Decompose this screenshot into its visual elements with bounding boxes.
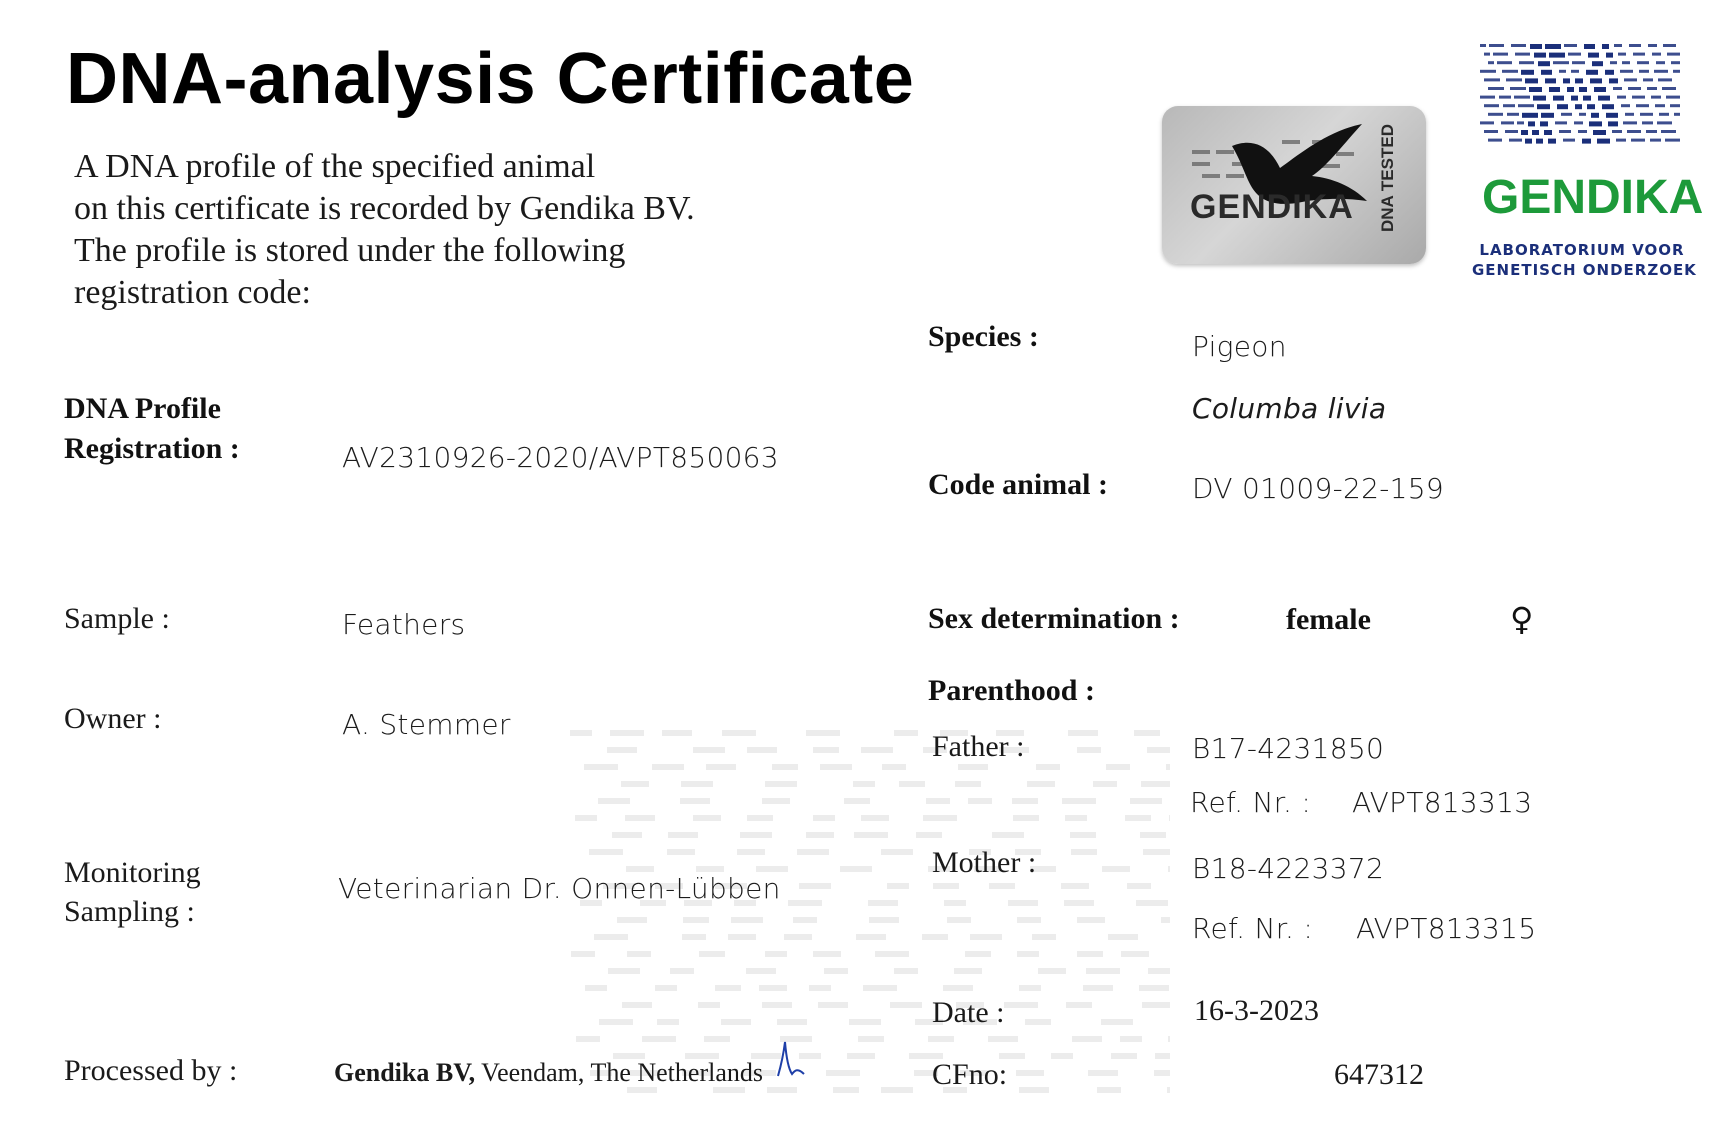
sample-label: Sample : xyxy=(64,602,170,635)
female-symbol-icon: ♀ xyxy=(1510,600,1534,638)
code-animal-label: Code animal : xyxy=(928,468,1108,501)
cfno-value: 647312 xyxy=(1334,1058,1424,1091)
cfno-label: CFno: xyxy=(932,1058,1008,1091)
date-value: 16-3-2023 xyxy=(1194,994,1319,1027)
mother-value: B18-4223372 xyxy=(1192,852,1385,885)
father-label: Father : xyxy=(932,730,1025,763)
intro-paragraph xyxy=(74,146,695,314)
mother-ref-label: Ref. Nr. : xyxy=(1192,912,1314,945)
species-common: Pigeon xyxy=(1192,330,1287,363)
parenthood-label: Parenthood : xyxy=(928,674,1095,707)
logo-subtitle-line: GENETISCH ONDERZOEK xyxy=(1472,261,1697,279)
logo-subtitle-line: LABORATORIUM VOOR xyxy=(1479,241,1685,259)
intro-line: The profile is stored under the following xyxy=(74,232,626,269)
processed-company: Gendika BV, xyxy=(334,1058,476,1087)
registration-label-2: Registration : xyxy=(64,432,240,465)
registration-label-1: DNA Profile xyxy=(64,392,221,425)
sticker-tag: DNA TESTED xyxy=(1378,124,1397,232)
monitoring-value: Veterinarian Dr. Onnen-Lübben xyxy=(338,872,781,905)
date-label: Date : xyxy=(932,996,1005,1029)
processed-label: Processed by : xyxy=(64,1054,238,1087)
monitoring-label-1: Monitoring xyxy=(64,856,201,889)
intro-line: on this certificate is recorded by Gendika BV. xyxy=(74,190,695,227)
logo-subtitle xyxy=(1472,240,1697,280)
dna-tested-sticker xyxy=(1162,106,1426,264)
intro-line: A DNA profile of the specified animal xyxy=(74,148,596,185)
watermark-pattern xyxy=(570,730,1170,1110)
owner-label: Owner : xyxy=(64,702,162,735)
intro-line: registration code: xyxy=(74,274,311,311)
sex-determination-label: Sex determination : xyxy=(928,602,1180,635)
mother-ref-value: AVPT813315 xyxy=(1356,912,1537,945)
owner-value: A. Stemmer xyxy=(342,708,511,741)
registration-value: AV2310926-2020/AVPT850063 xyxy=(342,441,779,474)
father-ref-value: AVPT813313 xyxy=(1352,786,1533,819)
logo-name: GENDIKA xyxy=(1482,171,1704,224)
gendika-logo-icon xyxy=(1480,40,1680,150)
processed-value xyxy=(334,1058,763,1088)
code-animal-value: DV 01009-22-159 xyxy=(1192,472,1444,505)
signature-mark xyxy=(776,1040,806,1080)
species-latin: Columba livia xyxy=(1192,392,1387,425)
monitoring-label-2: Sampling : xyxy=(64,895,195,928)
sticker-brand: GENDIKA xyxy=(1190,188,1354,226)
mother-label: Mother : xyxy=(932,846,1037,879)
processed-place: Veendam, The Netherlands xyxy=(475,1058,763,1087)
sex-determination-value: female xyxy=(1286,603,1371,636)
father-ref-label: Ref. Nr. : xyxy=(1190,786,1312,819)
certificate-title: DNA-analysis Certificate xyxy=(66,39,915,119)
sample-value: Feathers xyxy=(342,608,466,641)
father-value: B17-4231850 xyxy=(1192,732,1385,765)
species-label: Species : xyxy=(928,320,1039,353)
